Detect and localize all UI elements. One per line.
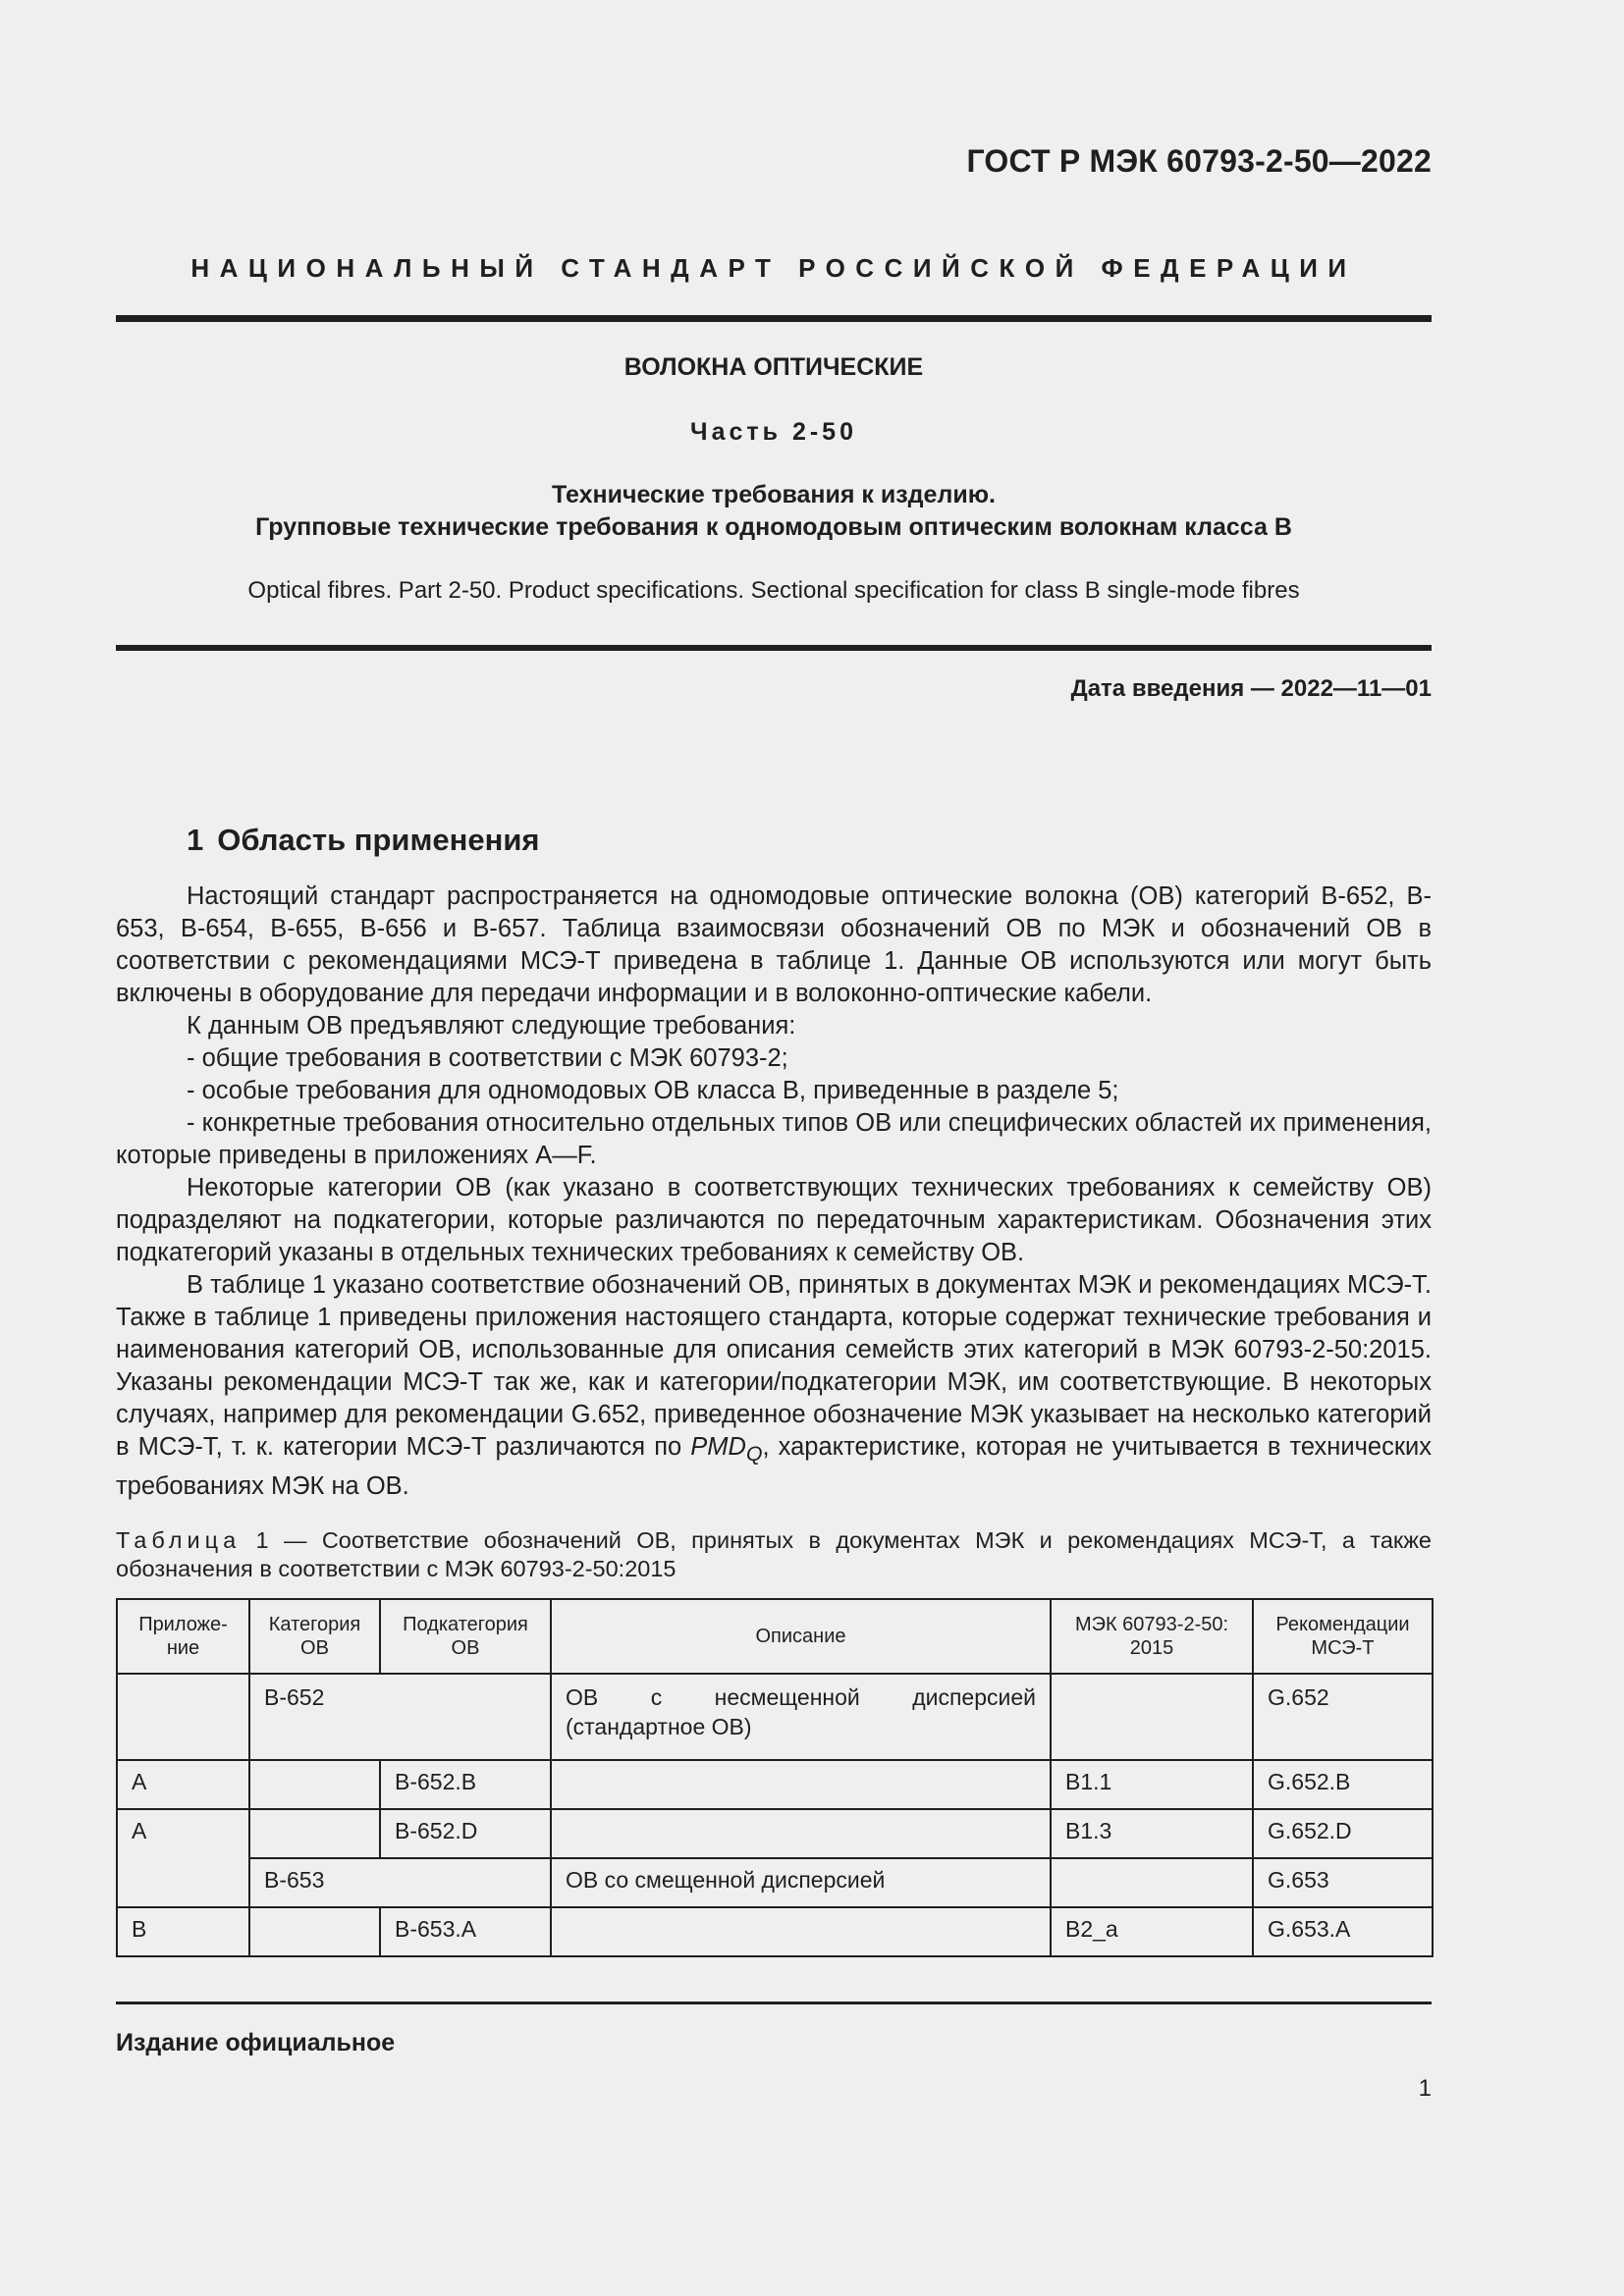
cell-description <box>551 1907 1051 1956</box>
cell-annex: A <box>117 1760 249 1809</box>
pmd-subscript: Q <box>745 1442 763 1467</box>
correspondence-table <box>116 1598 1434 1957</box>
cell-annex <box>117 1674 249 1760</box>
cell-category <box>249 1907 380 1956</box>
cell-category <box>249 1809 380 1858</box>
header-itu: Рекомендации МСЭ-Т <box>1253 1599 1433 1674</box>
paragraph-text: , характеристике, которая не учитывается в технических требованиях МЭК на ОВ. <box>116 1433 1433 1501</box>
header-subcategory: Подкатегория ОВ <box>380 1599 551 1674</box>
cell-iec: B1.3 <box>1051 1809 1253 1858</box>
cell-annex: B <box>117 1907 249 1956</box>
header-description: Описание <box>551 1599 1051 1674</box>
table-caption-label: Таблица <box>116 1527 242 1553</box>
paragraph: Некоторые категории ОВ (как указано в соответствующих технических требованиях к семейству ОВ) подразделяют на подкатегории, которые различаются по передаточным характеристикам. Обозначения этих подкатегорий указаны в отдельных технических требованиях к семейству ОВ. <box>116 1174 1432 1266</box>
table-row <box>117 1858 1433 1907</box>
introduction-date: Дата введения — 2022—11—01 <box>1070 675 1432 702</box>
page-number: 1 <box>1418 2075 1432 2102</box>
cell-itu: G.652.B <box>1253 1760 1433 1809</box>
cell-iec <box>1051 1674 1253 1760</box>
cell-description: ОВ с несмещенной дисперсией (стандартное ОВ) <box>551 1674 1051 1760</box>
cell-itu: G.652 <box>1253 1674 1433 1760</box>
cell-category <box>249 1760 380 1809</box>
section-title: Область применения <box>217 823 540 857</box>
title-part: Часть 2-50 <box>690 418 857 446</box>
section-number: 1 <box>187 823 204 857</box>
cell-iec <box>1051 1858 1253 1907</box>
cell-description <box>551 1809 1051 1858</box>
cell-description: ОВ со смещенной дисперсией <box>551 1858 1051 1907</box>
header-annex: Приложе-ние <box>117 1599 249 1674</box>
header-iec: МЭК 60793-2-50: 2015 <box>1051 1599 1253 1674</box>
top-divider <box>116 315 1432 322</box>
pmd-term: PMD <box>690 1433 746 1461</box>
paragraph <box>116 1269 1432 1503</box>
section-body <box>116 881 1432 1503</box>
table-caption <box>116 1526 1432 1583</box>
cell-itu: G.653 <box>1253 1858 1433 1907</box>
paragraph: К данным ОВ предъявляют следующие требования: <box>187 1012 796 1040</box>
table-row <box>117 1760 1433 1809</box>
title-sub-2: Групповые технические требования к одномодовым оптическим волокнам класса B <box>255 513 1292 541</box>
cell-subcategory: B-652.D <box>380 1809 551 1858</box>
cell-category: B-652 <box>249 1674 551 1760</box>
table-header-row <box>117 1599 1433 1674</box>
cell-subcategory: B-653.A <box>380 1907 551 1956</box>
title-english: Optical fibres. Part 2-50. Product specifications. Sectional specification for class B single-mode fibres <box>247 577 1300 604</box>
cell-itu: G.653.A <box>1253 1907 1433 1956</box>
section-heading <box>187 823 540 858</box>
cell-itu: G.652.D <box>1253 1809 1433 1858</box>
table-caption-text: 1 — Соответствие обозначений ОВ, принятых в документах МЭК и рекомендациях МСЭ-Т, а также обозначения в соответствии с МЭК 60793-2-50:2015 <box>116 1527 1432 1581</box>
table-row <box>117 1674 1433 1760</box>
cell-category: B-653 <box>249 1858 551 1907</box>
list-item: - общие требования в соответствии с МЭК 60793-2; <box>187 1044 788 1072</box>
paragraph-text: В таблице 1 указано соответствие обозначений ОВ, принятых в документах МЭК и рекомендациях МСЭ-Т. Также в таблице 1 приведены приложения настоящего стандарта, которые содержат технические требования и наименования категорий ОВ, использованные для описания семейств этих категорий в МЭК 60793-2-50:2015. Указаны рекомендации МСЭ-Т так же, как и категории/подкатегории МЭК, им соответствующие. В некоторых случаях, например для рекомендации G.652, приведенное обозначение МЭК указывает на несколько категорий в МСЭ-Т, т. к. категории МСЭ-Т различаются по <box>116 1271 1432 1461</box>
header-category: Категория ОВ <box>249 1599 380 1674</box>
title-main: ВОЛОКНА ОПТИЧЕСКИЕ <box>623 353 924 381</box>
cell-iec: B1.1 <box>1051 1760 1253 1809</box>
cell-iec: B2_a <box>1051 1907 1253 1956</box>
document-page <box>116 0 1432 2296</box>
cell-annex: A <box>117 1809 249 1907</box>
table-row <box>117 1809 1433 1858</box>
table-row <box>117 1907 1433 1956</box>
official-edition-note: Издание официальное <box>116 2029 396 2056</box>
cell-description <box>551 1760 1051 1809</box>
cell-subcategory: B-652.B <box>380 1760 551 1809</box>
title-divider <box>116 645 1432 651</box>
footer-divider <box>116 2002 1432 2004</box>
list-item: - конкретные требования относительно отдельных типов ОВ или специфических областей их применения, которые приведены в приложениях А—F. <box>116 1109 1432 1169</box>
paragraph: Настоящий стандарт распространяется на одномодовые оптические волокна (ОВ) категорий B-652, B-653, B-654, B-655, B-656 и B-657. Таблица взаимосвязи обозначений ОВ по МЭК и обозначений ОВ в соответствии с рекомендациями МСЭ-Т приведена в таблице 1. Данные ОВ используются или могут быть включены в оборудование для передачи информации и в волоконно-оптические кабели. <box>116 882 1432 1007</box>
title-sub-1: Технические требования к изделию. <box>551 481 996 508</box>
document-code: ГОСТ Р МЭК 60793-2-50—2022 <box>966 143 1432 179</box>
national-standard-banner: НАЦИОНАЛЬНЫЙ СТАНДАРТ РОССИЙСКОЙ ФЕДЕРАЦИИ <box>190 253 1357 283</box>
list-item: - особые требования для одномодовых ОВ класса B, приведенные в разделе 5; <box>187 1077 1119 1104</box>
